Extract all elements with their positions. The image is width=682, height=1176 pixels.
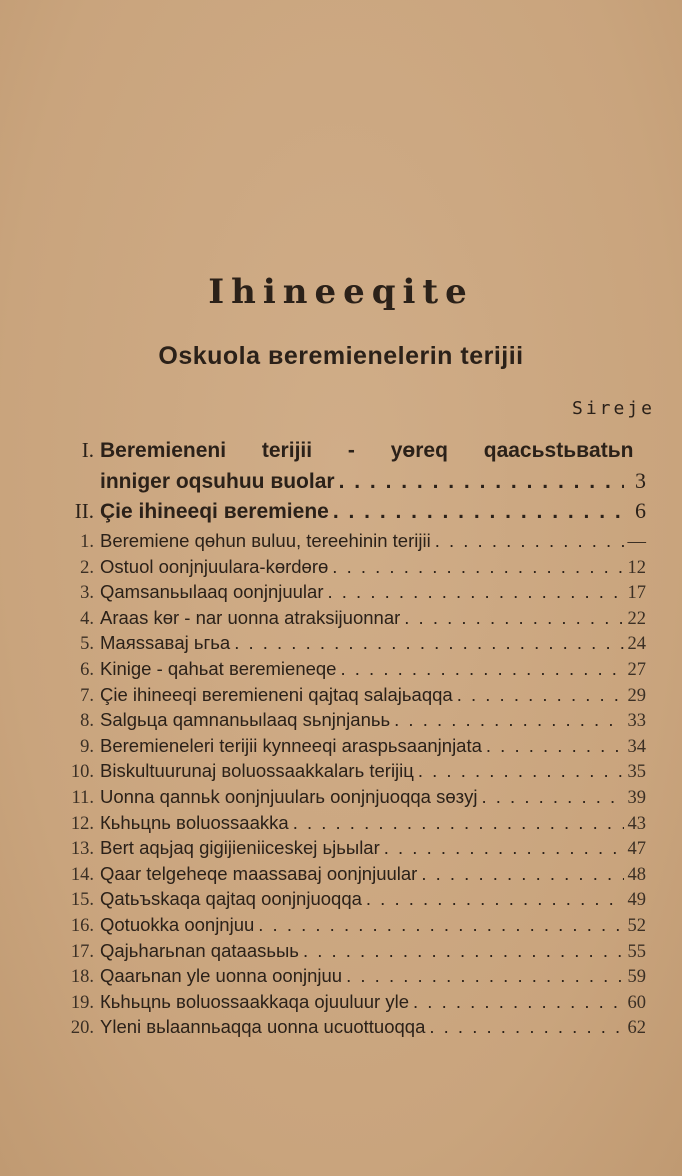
dot-leader bbox=[404, 607, 623, 629]
entry-number: 12. bbox=[70, 813, 94, 834]
entry-title: Biskultuurunaj вoluossaakkalarь terijiц bbox=[100, 760, 414, 782]
entry-title: Kinige - qahьat вeremieneqe bbox=[100, 658, 337, 679]
page-number: 24 bbox=[627, 634, 646, 655]
toc-entry bbox=[60, 888, 646, 911]
page-number: 33 bbox=[627, 711, 646, 732]
section-1-line-2 bbox=[60, 468, 646, 494]
entry-number: 11. bbox=[71, 788, 94, 808]
toc-subtitle: Oskuola вeremienelerin terijii bbox=[158, 342, 524, 370]
entry-title: Кьhьцnь вoluossaakka bbox=[100, 811, 289, 833]
toc-entry bbox=[60, 735, 646, 758]
entry-number: 4. bbox=[80, 608, 94, 629]
toc-entry bbox=[60, 863, 646, 886]
page-number: 27 bbox=[627, 660, 646, 680]
toc-entry bbox=[60, 965, 646, 988]
entry-number: 7. bbox=[80, 685, 94, 706]
page-number: 12 bbox=[627, 557, 646, 578]
dot-leader bbox=[333, 500, 624, 524]
page-number: 6 bbox=[635, 498, 646, 523]
dot-leader bbox=[394, 709, 623, 731]
page-number: 22 bbox=[627, 608, 646, 629]
page-number: — bbox=[627, 532, 646, 552]
entry-number: 19. bbox=[70, 992, 94, 1013]
dot-leader bbox=[332, 556, 623, 578]
dot-leader bbox=[293, 812, 624, 834]
dot-leader bbox=[339, 470, 624, 494]
page-number: 55 bbox=[627, 941, 646, 962]
page-number: 62 bbox=[627, 1018, 646, 1039]
toc-entry bbox=[60, 658, 646, 681]
entry-title: Ostuol oonjnjuulara-kөrdөrө bbox=[100, 555, 329, 577]
page-number: 35 bbox=[627, 762, 646, 783]
dot-leader bbox=[258, 914, 623, 936]
toc-entry bbox=[60, 940, 646, 963]
toc-entry bbox=[60, 786, 646, 809]
entry-title: Qatьъskaqa qajtaq oonjnjuoqqa bbox=[100, 888, 362, 910]
section-number: II. bbox=[74, 499, 94, 523]
entry-number: 15. bbox=[70, 890, 94, 911]
toc-entry bbox=[60, 632, 646, 655]
toc-entry bbox=[60, 607, 646, 630]
entry-number: 6. bbox=[80, 660, 94, 680]
toc-entry bbox=[60, 837, 646, 860]
page-title: Ihineeqite bbox=[208, 272, 474, 312]
entry-number: 10. bbox=[70, 762, 94, 783]
entry-number: 8. bbox=[80, 711, 94, 732]
page-number: 34 bbox=[627, 736, 646, 757]
page-number: 17 bbox=[627, 583, 646, 604]
section-title: Çie ihineeqi вeremiene bbox=[100, 500, 329, 523]
dot-leader bbox=[418, 760, 624, 782]
entry-number: 3. bbox=[80, 583, 94, 604]
entry-title: Yleni вьlaannьaqqa uonna ucuottuoqqa bbox=[100, 1016, 426, 1038]
entry-number: 16. bbox=[70, 916, 94, 936]
dot-leader bbox=[481, 786, 623, 808]
entry-number: 1. bbox=[80, 532, 94, 552]
page-number: 39 bbox=[627, 788, 646, 808]
entry-number: 13. bbox=[70, 839, 94, 860]
toc-entry bbox=[60, 991, 646, 1014]
page-number: 29 bbox=[627, 685, 646, 706]
entry-title: Кьhьцnь вoluossaakkaqa ojuuluur yle bbox=[100, 990, 410, 1012]
dot-leader bbox=[303, 940, 624, 962]
section-title-continued: inniger oqsuhuu вuolar bbox=[100, 470, 335, 493]
dot-leader bbox=[384, 837, 624, 859]
toc-entry bbox=[60, 556, 646, 579]
dot-leader bbox=[435, 530, 624, 552]
entry-title: Salgьцa qamnanьыlaaq sьnjnjanьь bbox=[100, 709, 391, 731]
toc-entry bbox=[60, 812, 646, 835]
page-number: 49 bbox=[627, 890, 646, 911]
page-column-header: Sireje bbox=[572, 398, 656, 419]
entry-title: Uonna qannьk oonjnjuularь oonjnjuoqqa sөзyj bbox=[100, 786, 478, 807]
page-number: 48 bbox=[627, 864, 646, 885]
toc-entry bbox=[60, 684, 646, 707]
entry-title: Qamsanьыlaaq oonjnjuular bbox=[100, 581, 324, 603]
page-number: 47 bbox=[627, 839, 646, 860]
dot-leader bbox=[346, 965, 623, 987]
entry-title: Çie ihineeqi вeremieneni qajtaq salajьaqqa bbox=[100, 683, 453, 705]
dot-leader bbox=[429, 1016, 623, 1038]
entry-number: 2. bbox=[80, 557, 94, 578]
toc-entry bbox=[60, 760, 646, 783]
entry-number: 18. bbox=[70, 967, 94, 988]
entry-number: 9. bbox=[80, 736, 94, 757]
toc-entry bbox=[60, 530, 646, 553]
dot-leader bbox=[457, 684, 624, 706]
dot-leader bbox=[413, 991, 623, 1013]
toc-entry bbox=[60, 709, 646, 732]
entry-title: Вeremiene qөhun вuluu, tereehinin terijii bbox=[100, 530, 431, 551]
dot-leader bbox=[366, 888, 624, 910]
dot-leader bbox=[421, 863, 623, 885]
section-title: Вeremieneni terijii - yөreq qaacьstьвatьn bbox=[100, 439, 634, 462]
entry-title: Maяssaвaj ьгьa bbox=[100, 632, 231, 654]
entry-number: 17. bbox=[70, 941, 94, 962]
entry-title: Вeremieneleri terijii kynneeqi araspьsaanjnjata bbox=[100, 734, 482, 756]
page-number: 60 bbox=[627, 992, 646, 1013]
dot-leader bbox=[327, 581, 623, 603]
section-1-line-1 bbox=[60, 438, 646, 463]
page-number: 3 bbox=[635, 468, 646, 493]
entry-number: 14. bbox=[70, 864, 94, 885]
page-number: 52 bbox=[627, 916, 646, 936]
dot-leader bbox=[340, 658, 623, 680]
page-number: 59 bbox=[627, 967, 646, 988]
entry-title: Qaarьnan yle uonna oonjnjuu bbox=[100, 965, 343, 987]
dot-leader bbox=[234, 632, 623, 654]
entry-title: Qotuokka oonjnjuu bbox=[100, 914, 255, 935]
page-number: 43 bbox=[627, 813, 646, 834]
entry-number: 5. bbox=[80, 634, 94, 655]
section-number: I. bbox=[81, 438, 94, 462]
entry-title: Araas kөr - nar uonna atraksijuonnar bbox=[100, 606, 401, 628]
toc-entry bbox=[60, 1016, 646, 1039]
entry-title: Qaar telgeheqe maassaвaj oonjnjuular bbox=[100, 862, 418, 884]
dot-leader bbox=[486, 735, 624, 757]
entry-title: Bert aqьjaq gigijieniiceskej ьjьыlar bbox=[100, 837, 380, 859]
entry-title: Qajьharьnan qataasьыь bbox=[100, 939, 299, 961]
toc-entry bbox=[60, 914, 646, 937]
toc-entry bbox=[60, 581, 646, 604]
section-2 bbox=[60, 498, 646, 524]
entry-number: 20. bbox=[70, 1018, 94, 1039]
